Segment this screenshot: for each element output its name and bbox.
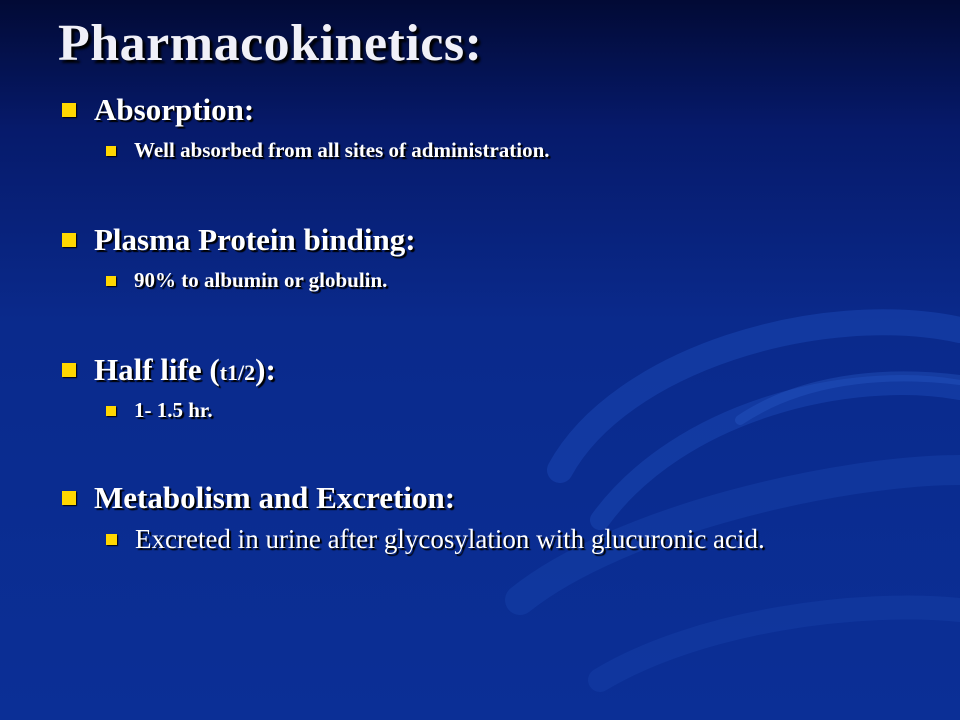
section-half-life xyxy=(62,352,276,423)
heading-symbol: t xyxy=(219,360,228,385)
section-heading: Plasma Protein binding: xyxy=(94,222,416,257)
heading-subscript: 1/2 xyxy=(227,360,256,385)
section-heading: Metabolism and Excretion: xyxy=(94,480,456,515)
section-detail: Well absorbed from all sites of administration. xyxy=(134,138,550,162)
square-bullet-icon xyxy=(106,276,116,286)
square-bullet-icon xyxy=(106,406,116,416)
square-bullet-icon xyxy=(62,491,76,505)
square-bullet-icon xyxy=(106,534,117,545)
section-detail: 90% to albumin or globulin. xyxy=(134,268,388,292)
section-plasma-protein-binding xyxy=(62,222,416,293)
square-bullet-icon xyxy=(62,363,76,377)
section-absorption xyxy=(62,92,550,163)
square-bullet-icon xyxy=(62,233,76,247)
slide-title: Pharmacokinetics: xyxy=(58,15,483,72)
square-bullet-icon xyxy=(106,146,116,156)
heading-prefix: Half life ( xyxy=(94,352,220,387)
section-heading: Absorption: xyxy=(94,92,255,127)
section-heading xyxy=(94,352,276,388)
square-bullet-icon xyxy=(62,103,76,117)
heading-suffix: ): xyxy=(255,352,276,387)
section-detail: Excreted in urine after glycosylation with glucuronic acid. xyxy=(135,524,765,554)
section-detail: 1- 1.5 hr. xyxy=(134,398,213,422)
section-metabolism-excretion xyxy=(62,480,765,555)
